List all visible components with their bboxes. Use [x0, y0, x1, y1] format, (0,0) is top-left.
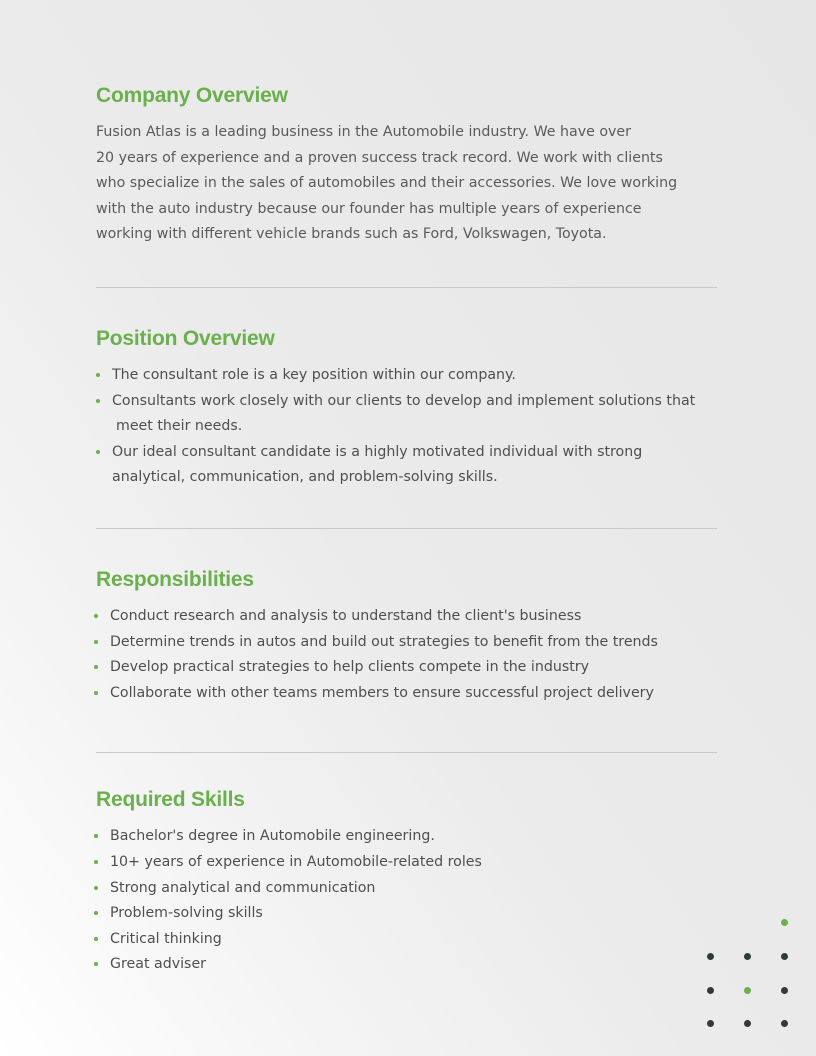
document-page — [96, 82, 717, 978]
bullet-icon — [94, 834, 98, 838]
bullet-icon — [96, 399, 100, 403]
dot-icon — [744, 987, 751, 994]
required-skills-list — [96, 824, 717, 978]
position-overview-list — [96, 363, 717, 491]
section-divider — [96, 528, 717, 529]
bullet-icon — [94, 937, 98, 941]
section-divider — [96, 287, 717, 288]
dot-icon — [781, 1020, 788, 1027]
company-overview-line: who specialize in the sales of automobiles and their accessories. We love working — [96, 175, 678, 192]
bullet-icon — [94, 614, 98, 618]
list-item: Strong analytical and communication — [96, 876, 717, 902]
dot-icon — [781, 953, 788, 960]
list-item: Bachelor's degree in Automobile engineering. — [96, 824, 717, 850]
position-overview-section — [96, 325, 717, 491]
dot-icon — [781, 987, 788, 994]
dot-icon — [781, 919, 788, 926]
list-item: Develop practical strategies to help clients compete in the industry — [96, 655, 717, 681]
required-skills-section — [96, 786, 717, 978]
company-overview-line: 20 years of experience and a proven success track record. We work with clients — [96, 149, 663, 166]
bullet-icon — [94, 691, 98, 695]
bullet-icon — [94, 665, 98, 669]
bullet-icon — [96, 450, 100, 454]
list-item: Conduct research and analysis to understand the client's business — [96, 604, 717, 630]
company-overview-line: working with different vehicle brands such as Ford, Volkswagen, Toyota. — [96, 226, 607, 243]
bullet-icon — [94, 886, 98, 890]
company-overview-line: with the auto industry because our founder has multiple years of experience — [96, 200, 642, 217]
bullet-icon — [94, 962, 98, 966]
list-item: Determine trends in autos and build out strategies to benefit from the trends — [96, 630, 717, 656]
responsibilities-list — [96, 604, 717, 706]
dot-icon — [744, 1020, 751, 1027]
list-item: Consultants work closely with our clients to develop and implement solutions that meet their needs. — [96, 389, 717, 440]
required-skills-title: Required Skills — [96, 788, 245, 812]
company-overview-title: Company Overview — [96, 84, 288, 107]
bullet-icon — [94, 640, 98, 644]
dot-icon — [744, 953, 751, 960]
list-item: Problem-solving skills — [96, 901, 717, 927]
responsibilities-section — [96, 566, 717, 706]
list-item: Collaborate with other teams members to ensure successful project delivery — [96, 681, 717, 707]
company-overview-line: Fusion Atlas is a leading business in the Automobile industry. We have over — [96, 124, 631, 140]
decorative-dot-grid — [700, 910, 800, 1040]
list-item: Critical thinking — [96, 927, 717, 953]
list-item: Great adviser — [96, 952, 717, 978]
list-item: 10+ years of experience in Automobile-related roles — [96, 850, 717, 876]
company-overview-text — [96, 120, 706, 248]
dot-icon — [707, 1020, 714, 1027]
bullet-icon — [94, 911, 98, 915]
dot-icon — [707, 987, 714, 994]
list-item: Our ideal consultant candidate is a highly motivated individual with strong analytical, communication, and problem-solving skills. — [96, 440, 717, 491]
position-overview-title: Position Overview — [96, 326, 275, 350]
responsibilities-title: Responsibilities — [96, 567, 254, 591]
company-overview-section — [96, 82, 717, 248]
section-divider — [96, 752, 717, 753]
bullet-icon — [94, 860, 98, 864]
bullet-icon — [96, 373, 100, 377]
list-item: The consultant role is a key position within our company. — [96, 363, 717, 389]
dot-icon — [707, 953, 714, 960]
